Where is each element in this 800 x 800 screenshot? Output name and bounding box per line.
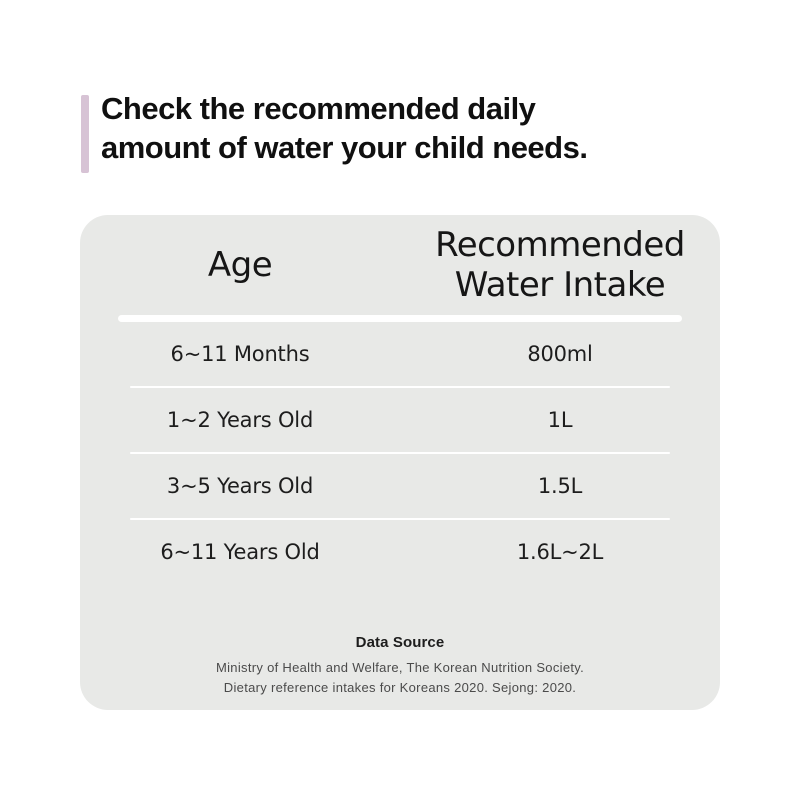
water-intake-table-card [80,215,720,710]
page-title-line-1: Check the recommended daily [101,91,536,126]
table-row [80,322,720,386]
data-source-block [80,634,720,698]
intake-cell: 1L [547,408,573,432]
intake-cell: 1.5L [537,474,583,498]
title-accent-bar [81,95,89,173]
data-source-line-1: Ministry of Health and Welfare, The Korean Nutrition Society. [215,660,585,675]
page-title-line-2: amount of water your child needs. [101,130,588,165]
intake-cell: 1.6L~2L [516,540,604,564]
age-cell: 6~11 Years Old [160,540,320,564]
column-header-intake [400,225,720,305]
table-row [80,388,720,452]
age-cell: 3~5 Years Old [166,474,314,498]
column-header-intake-label: Recommended Water Intake [435,225,685,305]
age-cell: 6~11 Months [170,342,310,366]
table-header-row [80,215,720,315]
column-header-age [80,245,400,285]
column-header-age-label: Age [207,245,273,285]
table-row [80,454,720,518]
page-title [101,89,587,167]
title-block [81,91,588,173]
table-row [80,520,720,584]
age-cell: 1~2 Years Old [166,408,314,432]
data-source-heading: Data Source [355,634,445,651]
data-source-line-2: Dietary reference intakes for Koreans 2020. Sejong: 2020. [223,680,577,695]
header-divider [118,315,682,322]
intake-cell: 800ml [527,342,593,366]
